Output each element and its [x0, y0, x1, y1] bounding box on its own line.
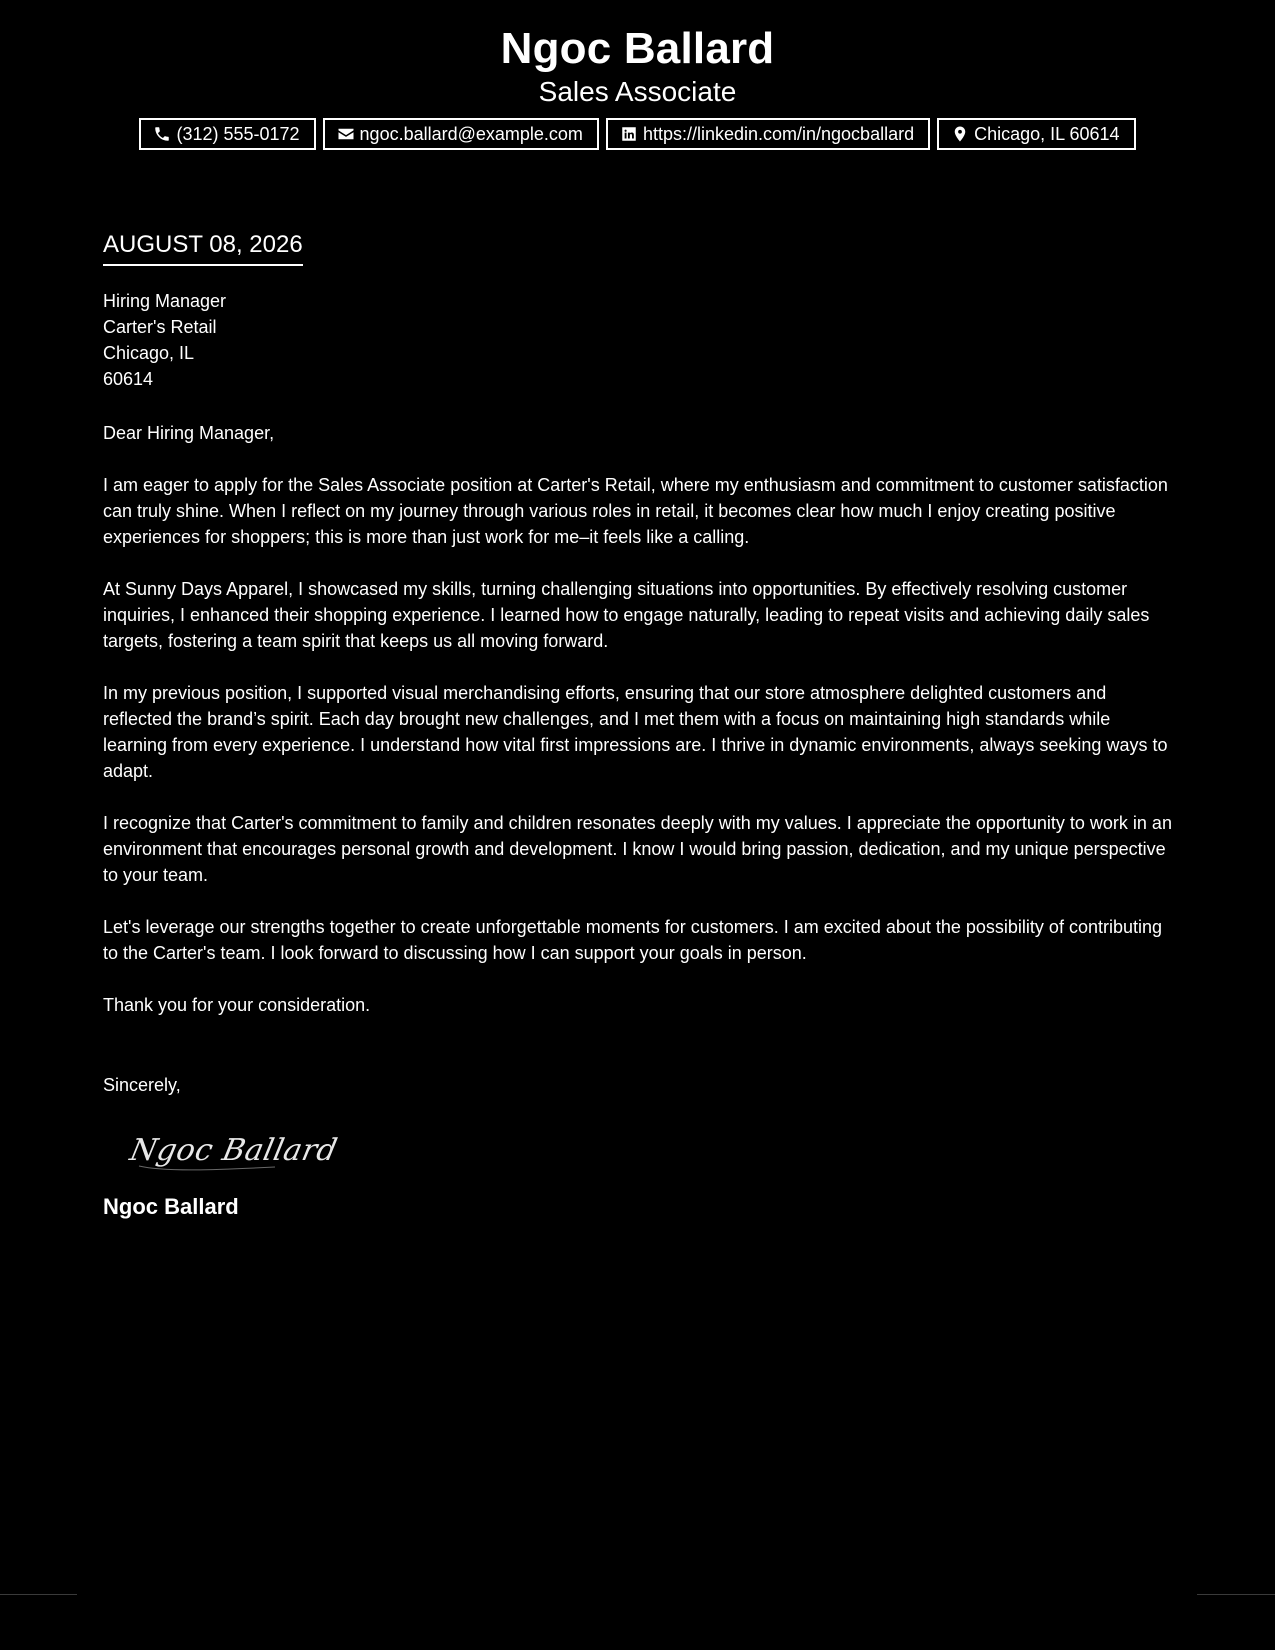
footer-divider-right: [1197, 1594, 1275, 1595]
letter-paragraph: At Sunny Days Apparel, I showcased my skills, turning challenging situations into opportunities. By effectively resolving customer inquiries, I enhanced their shopping experience. I learned how to engage naturally, leading to repeat visits and achieving daily sales targets, fostering a team spirit that keeps us all moving forward.: [103, 579, 1150, 651]
envelope-icon: [337, 125, 355, 143]
signer-name: Ngoc Ballard: [103, 1194, 239, 1219]
thanks-line: Thank you for your consideration.: [103, 995, 371, 1015]
phone-icon: [153, 125, 171, 143]
applicant-name: Ngoc Ballard: [500, 24, 775, 73]
contact-linkedin-text: https://linkedin.com/in/ngocballard: [642, 124, 915, 144]
contact-email-text: ngoc.ballard@example.com: [359, 124, 583, 144]
letter-paragraph: I am eager to apply for the Sales Associate position at Carter's Retail, where my enthusiasm and commitment to customer satisfaction can truly shine. When I reflect on my journey through various roles in retail, it becomes clear how much I enjoy creating positive experiences for shoppers; this is more than just work for me–it feels like a calling.: [103, 475, 1168, 547]
contact-phone[interactable]: [139, 118, 315, 150]
salutation: Dear Hiring Manager,: [103, 423, 275, 443]
contact-row: [0, 118, 1275, 150]
map-pin-icon: [951, 125, 969, 143]
contact-location-text: Chicago, IL 60614: [974, 124, 1120, 144]
signature-script: Ngoc Ballard: [126, 1133, 341, 1168]
applicant-title: Sales Associate: [538, 76, 737, 107]
signature-graphic: [125, 1120, 355, 1180]
recipient-line: 60614: [103, 369, 154, 389]
recipient-line: Chicago, IL: [103, 343, 195, 363]
footer-divider-left: [0, 1594, 77, 1595]
contact-linkedin[interactable]: [606, 118, 930, 150]
handwritten-signature: [125, 1120, 1173, 1180]
linkedin-icon: [620, 125, 638, 143]
letter-paragraph: I recognize that Carter's commitment to family and children resonates deeply with my values. I appreciate the opportunity to work in an environment that encourages personal growth and development. I know I would bring passion, dedication, and my unique perspective to your team.: [103, 813, 1172, 885]
recipient-line: Carter's Retail: [103, 317, 217, 337]
contact-location[interactable]: [937, 118, 1135, 150]
letter-paragraph: In my previous position, I supported visual merchandising efforts, ensuring that our store atmosphere delighted customers and reflected the brand’s spirit. Each day brought new challenges, and I met them with a focus on maintaining high standards while learning from every experience. I understand how vital first impressions are. I thrive in dynamic environments, always seeking ways to adapt.: [103, 683, 1168, 781]
closing-line: Sincerely,: [103, 1075, 181, 1095]
contact-phone-text: (312) 555-0172: [176, 124, 300, 144]
letter-header: [0, 0, 1275, 150]
letter-body: [103, 228, 1173, 1222]
contact-email[interactable]: [323, 118, 599, 150]
letter-date: AUGUST 08, 2026: [103, 228, 303, 266]
recipient-line: Hiring Manager: [103, 291, 227, 311]
recipient-block: [103, 288, 1173, 392]
letter-paragraph: Let's leverage our strengths together to create unforgettable moments for customers. I am excited about the possibility of contributing to the Carter's team. I look forward to discussing how I can support your goals in person.: [103, 917, 1163, 963]
